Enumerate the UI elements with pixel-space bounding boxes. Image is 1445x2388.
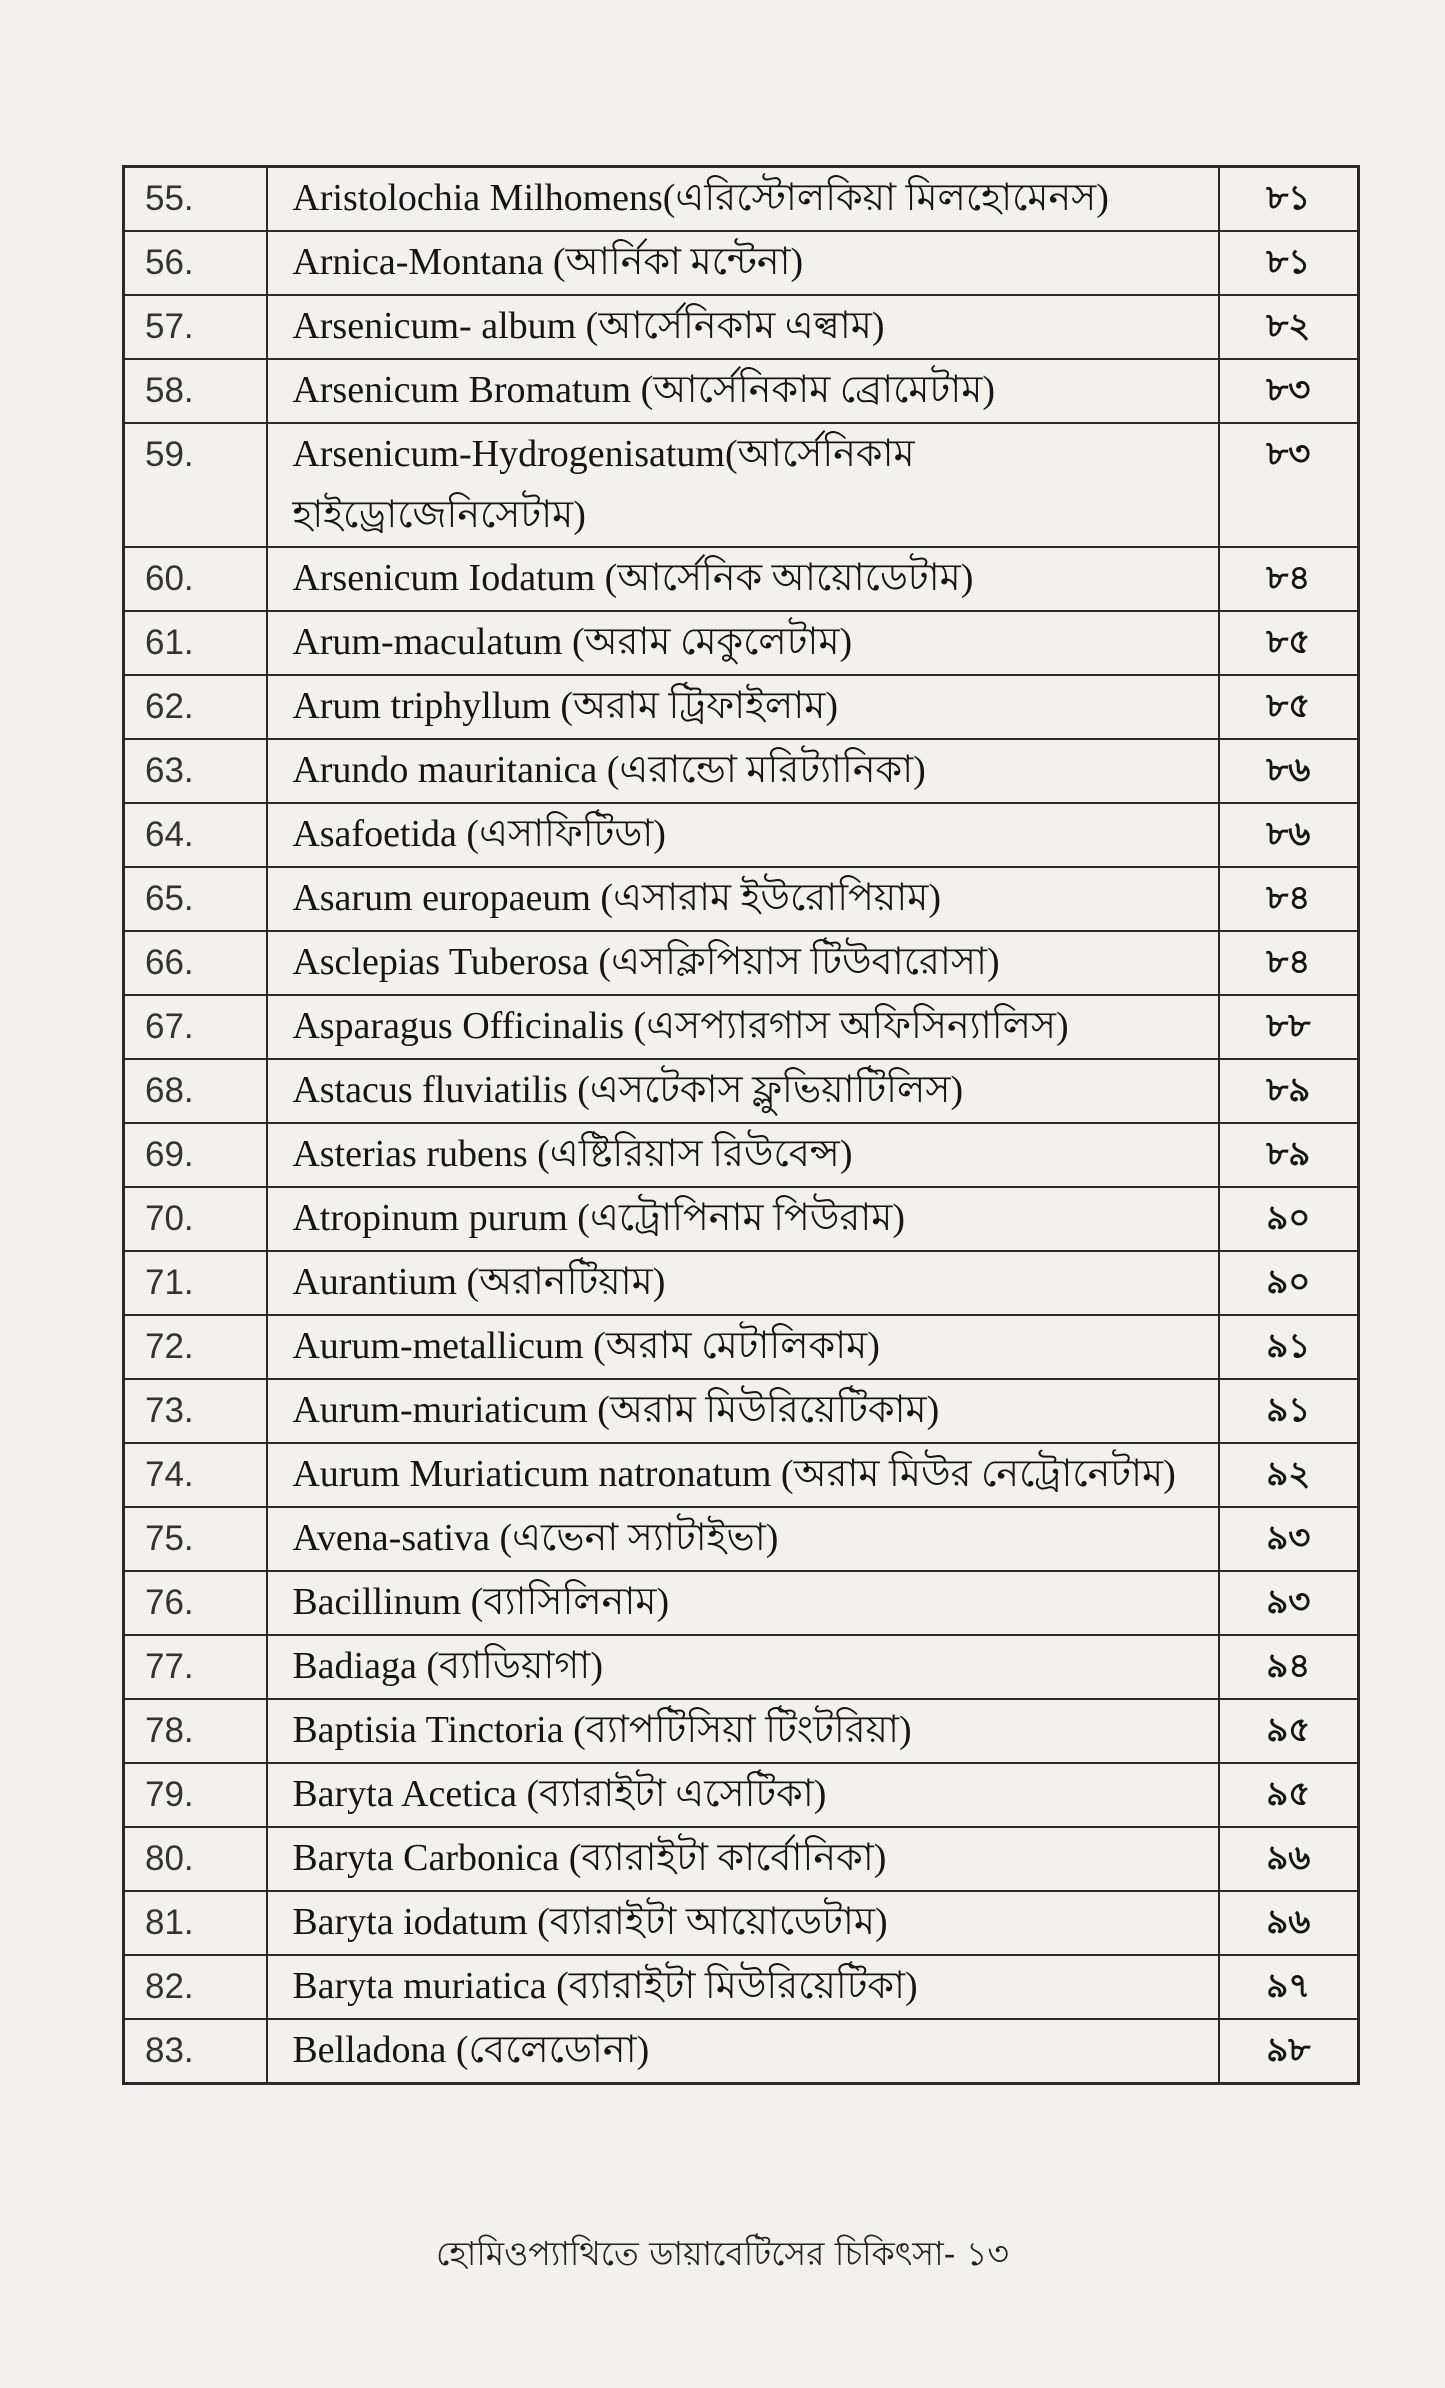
entry-number: 72. [124, 1315, 268, 1379]
table-row [124, 1827, 1359, 1891]
table-row [124, 1251, 1359, 1315]
table-row [124, 1955, 1359, 2019]
remedy-name: Arsenicum-Hydrogenisatum(আর্সেনিকাম হাইড্রোজেনিসেটাম) [267, 423, 1218, 547]
page-number: ৮৬ [1219, 803, 1359, 867]
page-number: ৯৮ [1219, 2019, 1359, 2084]
page-number: ৯২ [1219, 1443, 1359, 1507]
entry-number: 58. [124, 359, 268, 423]
remedy-name: Aurantium (অরানটিয়াম) [267, 1251, 1218, 1315]
table-row [124, 1571, 1359, 1635]
table-row [124, 1763, 1359, 1827]
page-number: ৯৫ [1219, 1699, 1359, 1763]
table-row [124, 995, 1359, 1059]
remedy-name: Aurum Muriaticum natronatum (অরাম মিউর নেট্রোনেটাম) [267, 1443, 1218, 1507]
entry-number: 74. [124, 1443, 268, 1507]
entry-number: 79. [124, 1763, 268, 1827]
page-number: ৯৩ [1219, 1571, 1359, 1635]
remedy-name: Avena-sativa (এভেনা স্যাটাইভা) [267, 1507, 1218, 1571]
remedy-name: Aurum-metallicum (অরাম মেটালিকাম) [267, 1315, 1218, 1379]
entry-number: 65. [124, 867, 268, 931]
entry-number: 64. [124, 803, 268, 867]
table-row [124, 423, 1359, 547]
page-number: ৮৬ [1219, 739, 1359, 803]
remedy-name: Arundo mauritanica (এরান্ডো মরিট্যানিকা) [267, 739, 1218, 803]
table-row [124, 675, 1359, 739]
remedy-name: Asarum europaeum (এসারাম ইউরোপিয়াম) [267, 867, 1218, 931]
page-number: ৮৪ [1219, 547, 1359, 611]
remedy-name: Baryta iodatum (ব্যারাইটা আয়োডেটাম) [267, 1891, 1218, 1955]
remedy-name: Belladona (বেলেডোনা) [267, 2019, 1218, 2084]
entry-number: 59. [124, 423, 268, 547]
entry-number: 73. [124, 1379, 268, 1443]
page-number: ৮১ [1219, 231, 1359, 295]
entry-number: 63. [124, 739, 268, 803]
entry-number: 76. [124, 1571, 268, 1635]
remedy-name: Baryta Acetica (ব্যারাইটা এসেটিকা) [267, 1763, 1218, 1827]
table-row [124, 611, 1359, 675]
entry-number: 66. [124, 931, 268, 995]
entry-number: 55. [124, 167, 268, 232]
table-row [124, 1699, 1359, 1763]
table-row [124, 1443, 1359, 1507]
table-row [124, 1315, 1359, 1379]
entry-number: 68. [124, 1059, 268, 1123]
table-row [124, 167, 1359, 232]
remedy-name: Asafoetida (এসাফিটিডা) [267, 803, 1218, 867]
page-number: ৯৬ [1219, 1827, 1359, 1891]
entry-number: 71. [124, 1251, 268, 1315]
table-row [124, 547, 1359, 611]
table-row [124, 739, 1359, 803]
entry-number: 61. [124, 611, 268, 675]
page-number: ৯১ [1219, 1315, 1359, 1379]
table-row [124, 1891, 1359, 1955]
entry-number: 77. [124, 1635, 268, 1699]
table-row [124, 1187, 1359, 1251]
remedy-name: Asterias rubens (এষ্টিরিয়াস রিউবেন্স) [267, 1123, 1218, 1187]
entry-number: 62. [124, 675, 268, 739]
table-row [124, 2019, 1359, 2084]
page-number: ৮৯ [1219, 1123, 1359, 1187]
remedy-name: Badiaga (ব্যাডিয়াগা) [267, 1635, 1218, 1699]
entry-number: 57. [124, 295, 268, 359]
entry-number: 80. [124, 1827, 268, 1891]
remedy-name: Arsenicum- album (আর্সেনিকাম এল্বাম) [267, 295, 1218, 359]
remedy-name: Astacus fluviatilis (এসটেকাস ফ্লুভিয়াটিলিস) [267, 1059, 1218, 1123]
page-number: ৮৪ [1219, 931, 1359, 995]
table-row [124, 1507, 1359, 1571]
page-number: ৮৪ [1219, 867, 1359, 931]
table-row [124, 1635, 1359, 1699]
entry-number: 56. [124, 231, 268, 295]
table-row [124, 1059, 1359, 1123]
remedy-name: Arnica-Montana (আর্নিকা মন্টেনা) [267, 231, 1218, 295]
contents-table [122, 165, 1360, 2085]
page-number: ৮৫ [1219, 611, 1359, 675]
table-row [124, 1379, 1359, 1443]
entry-number: 70. [124, 1187, 268, 1251]
table-row [124, 231, 1359, 295]
table-row [124, 931, 1359, 995]
entry-number: 75. [124, 1507, 268, 1571]
remedy-name: Bacillinum (ব্যাসিলিনাম) [267, 1571, 1218, 1635]
remedy-name: Asclepias Tuberosa (এসক্লিপিয়াস টিউবারোসা) [267, 931, 1218, 995]
remedy-name: Arsenicum Bromatum (আর্সেনিকাম ব্রোমেটাম) [267, 359, 1218, 423]
page-number: ৯৭ [1219, 1955, 1359, 2019]
entry-number: 81. [124, 1891, 268, 1955]
remedy-name: Baptisia Tinctoria (ব্যাপটিসিয়া টিংটরিয়া) [267, 1699, 1218, 1763]
remedy-name: Asparagus Officinalis (এসপ্যারগাস অফিসিন্যালিস) [267, 995, 1218, 1059]
entry-number: 69. [124, 1123, 268, 1187]
page-number: ৮২ [1219, 295, 1359, 359]
table-row [124, 295, 1359, 359]
page-number: ৯৪ [1219, 1635, 1359, 1699]
page-number: ৮৩ [1219, 359, 1359, 423]
page-footer: হোমিওপ্যাথিতে ডায়াবেটিসের চিকিৎসা- ১৩ [436, 2234, 1009, 2273]
page-number: ৯৬ [1219, 1891, 1359, 1955]
entry-number: 78. [124, 1699, 268, 1763]
entry-number: 67. [124, 995, 268, 1059]
page-number: ৯১ [1219, 1379, 1359, 1443]
remedy-name: Baryta Carbonica (ব্যারাইটা কার্বোনিকা) [267, 1827, 1218, 1891]
entry-number: 60. [124, 547, 268, 611]
page-number: ৯৩ [1219, 1507, 1359, 1571]
remedy-name: Baryta muriatica (ব্যারাইটা মিউরিয়েটিকা) [267, 1955, 1218, 2019]
remedy-name: Atropinum purum (এট্রোপিনাম পিউরাম) [267, 1187, 1218, 1251]
page-number: ৯০ [1219, 1187, 1359, 1251]
page-number: ৮৩ [1219, 423, 1359, 547]
remedy-name: Arum-maculatum (অরাম মেকুলেটাম) [267, 611, 1218, 675]
table-row [124, 803, 1359, 867]
page-number: ৮৮ [1219, 995, 1359, 1059]
page-number: ৮৯ [1219, 1059, 1359, 1123]
remedy-name: Aurum-muriaticum (অরাম মিউরিয়েটিকাম) [267, 1379, 1218, 1443]
page-number: ৯৫ [1219, 1763, 1359, 1827]
page-number: ৯০ [1219, 1251, 1359, 1315]
entry-number: 82. [124, 1955, 268, 2019]
page-number: ৮৫ [1219, 675, 1359, 739]
table-row [124, 359, 1359, 423]
page-number: ৮১ [1219, 167, 1359, 232]
table-row [124, 1123, 1359, 1187]
remedy-name: Aristolochia Milhomens(এরিস্টোলকিয়া মিলহোমেনস) [267, 167, 1218, 232]
remedy-name: Arsenicum Iodatum (আর্সেনিক আয়োডেটাম) [267, 547, 1218, 611]
entry-number: 83. [124, 2019, 268, 2084]
table-row [124, 867, 1359, 931]
remedy-name: Arum triphyllum (অরাম ট্রিফাইলাম) [267, 675, 1218, 739]
